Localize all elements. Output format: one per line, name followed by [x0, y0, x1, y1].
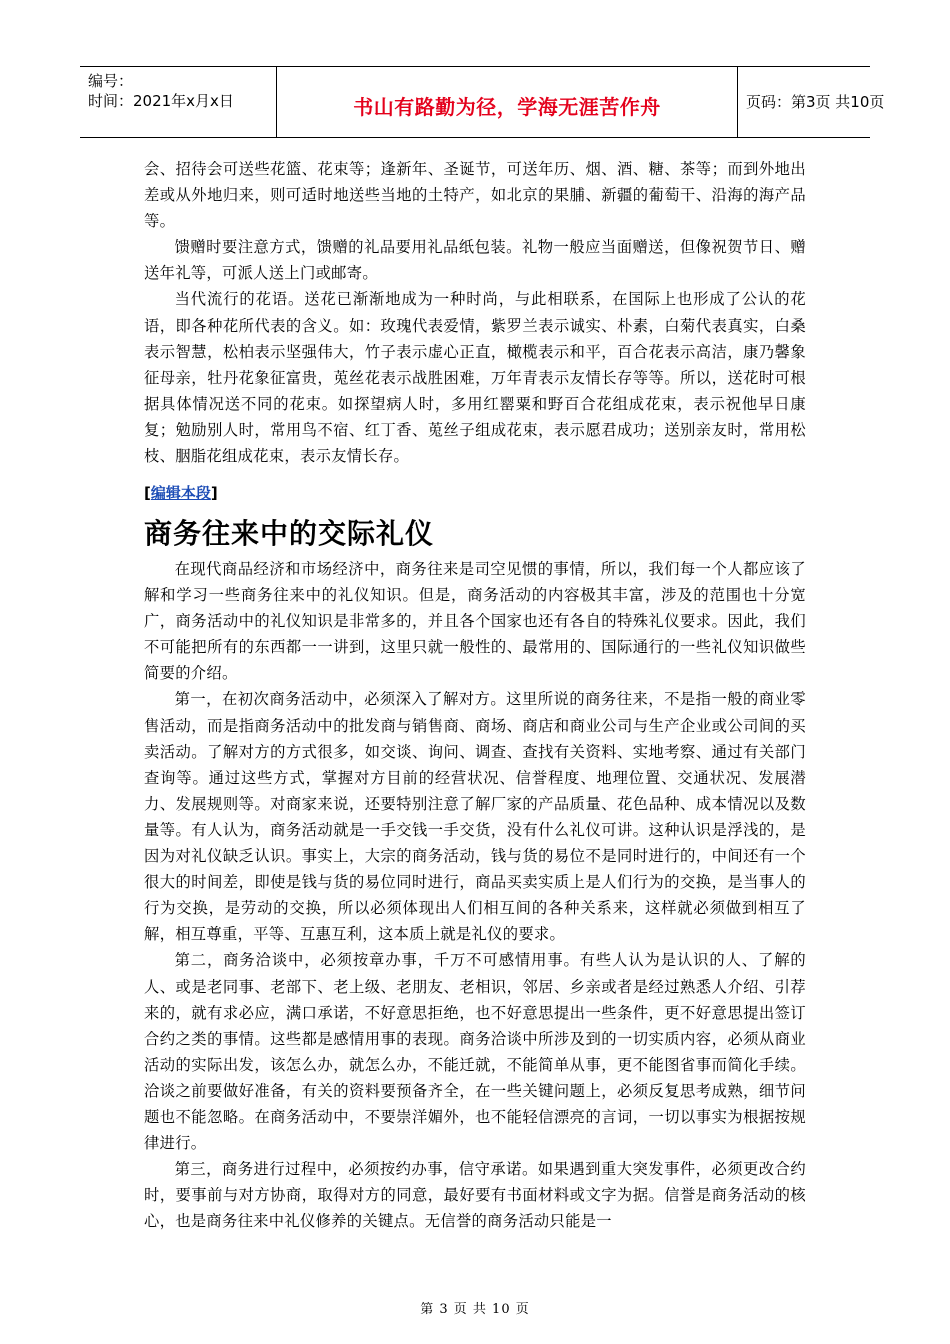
edit-bracket-close: ] [210, 484, 218, 502]
header-page-info: 页码：第3页 共10页 [746, 93, 885, 111]
paragraph-first: 第一，在初次商务活动中，必须深入了解对方。这里所说的商务往来，不是指一般的商业零售活动，而是指商务活动中的批发商与销售商、商场、商店和商业公司与生产企业或公司间的买卖活动。了解对方的方式很多，如交谈、询问、调查、查找有关资料、实地考察、通过有关部门查询等。通过这些方式，掌握对方目前的经营状况、信誉程度、地理位置、交通状况、发展潜力、发展规则等。对商家来说，还要特别注意了解厂家的产品质量、花色品种、成本情况以及数量等。有人认为，商务活动就是一手交钱一手交货，没有什么礼仪可讲。这种认识是浮浅的，是因为对礼仪缺乏认识。事实上，大宗的商务活动，钱与货的易位不是同时进行的，中间还有一个很大的时间差，即使是钱与货的易位同时进行，商品买卖实质上是人们行为的交换，是当事人的行为交换，是劳动的交换，所以必须体现出人们相互间的各种关系来，这样就必须做到相互了解，相互尊重，平等、互惠互利，这本质上就是礼仪的要求。 [144, 690, 806, 944]
number-label: 编号： [88, 72, 134, 90]
edit-bracket-open: [ [144, 484, 151, 502]
header-motto: 书山有路勤为径，学海无涯苦作舟 [353, 95, 661, 119]
page-header [80, 66, 885, 138]
section-title: 商务往来中的交际礼仪 [144, 517, 435, 550]
top-text-block [144, 156, 806, 469]
header-info [88, 67, 272, 137]
edit-section-button[interactable]: 编辑本段 [150, 484, 211, 502]
paragraph-flower-language: 当代流行的花语。送花已渐渐地成为一种时尚，与此相联系，在国际上也形成了公认的花语，即各种花所代表的含义。如：玫瑰代表爱情，紫罗兰表示诚实、朴素，白菊代表真实，白桑表示智慧，松柏表示坚强伟大，竹子表示虚心正直，橄榄表示和平，百合花表示高洁，康乃馨象征母亲，牡丹花象征富贵，莵丝花表示战胜困难，万年青表示友情长存等等。所以，送花时可根据具体情况送不同的花束。如探望病人时，多用红罂粟和野百合花组成花束，表示祝他早日康复；勉励别人时，常用鸟不宿、红丁香、莵丝子组成花束，表示愿君成功；送别亲友时，常用松枝、胭脂花组成花束，表示友情长存。 [144, 290, 806, 466]
section-text-block [144, 556, 806, 1234]
paragraph-gift-method: 馈赠时要注意方式，馈赠的礼品要用礼品纸包装。礼物一般应当面赠送，但像祝贺节日、赠送年礼等，可派人送上门或邮寄。 [144, 238, 806, 283]
time-label: 时间：2021年x月x日 [88, 92, 234, 110]
paragraph-gift-occasions: 会、招待会可送些花篮、花束等；逢新年、圣诞节，可送年历、烟、酒、糖、茶等；而到外地出差或从外地归来，则可适时地送些当地的土特产，如北京的果脯、新疆的葡萄干、沿海的海产品等。 [144, 160, 806, 231]
paragraph-second: 第二，商务洽谈中，必须按章办事，千万不可感情用事。有些人认为是认识的人、了解的人、或是老同事、老部下、老上级、老朋友、老相识，邻居、乡亲或者是经过熟悉人介绍、引荐来的，就有求必应，满口承诺，不好意思拒绝，也不好意思提出一些条件，更不好意思提出签订合约之类的事情。这些都是感情用事的表现。商务洽谈中所涉及到的一切实质内容，必须从商业活动的实际出发，该怎么办，就怎么办，不能迁就，不能简单从事，更不能图省事而简化手续。洽谈之前要做好准备，有关的资料要预备齐全，在一些关键问题上，必须反复思考成熟，细节问题也不能忽略。在商务活动中，不要崇洋媚外，也不能轻信漂亮的言词，一切以事实为根据按规律进行。 [144, 951, 806, 1153]
page-footer: 第 3 页 共 10 页 [420, 1302, 530, 1317]
header-motto-cell [276, 67, 738, 137]
paragraph-third: 第三，商务进行过程中，必须按约办事，信守承诺。如果遇到重大突发事件，必须更改合约时，要事前与对方协商，取得对方的同意，最好要有书面材料或文字为据。信誉是商务活动的核心，也是商务往来中礼仪修养的关键点。无信誉的商务活动只能是一 [144, 1160, 806, 1231]
edit-section-link [144, 482, 218, 503]
paragraph-intro: 在现代商品经济和市场经济中，商务往来是司空见惯的事情，所以，我们每一个人都应该了解和学习一些商务往来中的礼仪知识。但是，商务活动的内容极其丰富，涉及的范围也十分宽广，商务活动中的礼仪知识是非常多的，并且各个国家也还有各自的特殊礼仪要求。因此，我们不可能把所有的东西都一一讲到，这里只就一般性的、最常用的、国际通行的一些礼仪知识做些简要的介绍。 [144, 560, 806, 683]
